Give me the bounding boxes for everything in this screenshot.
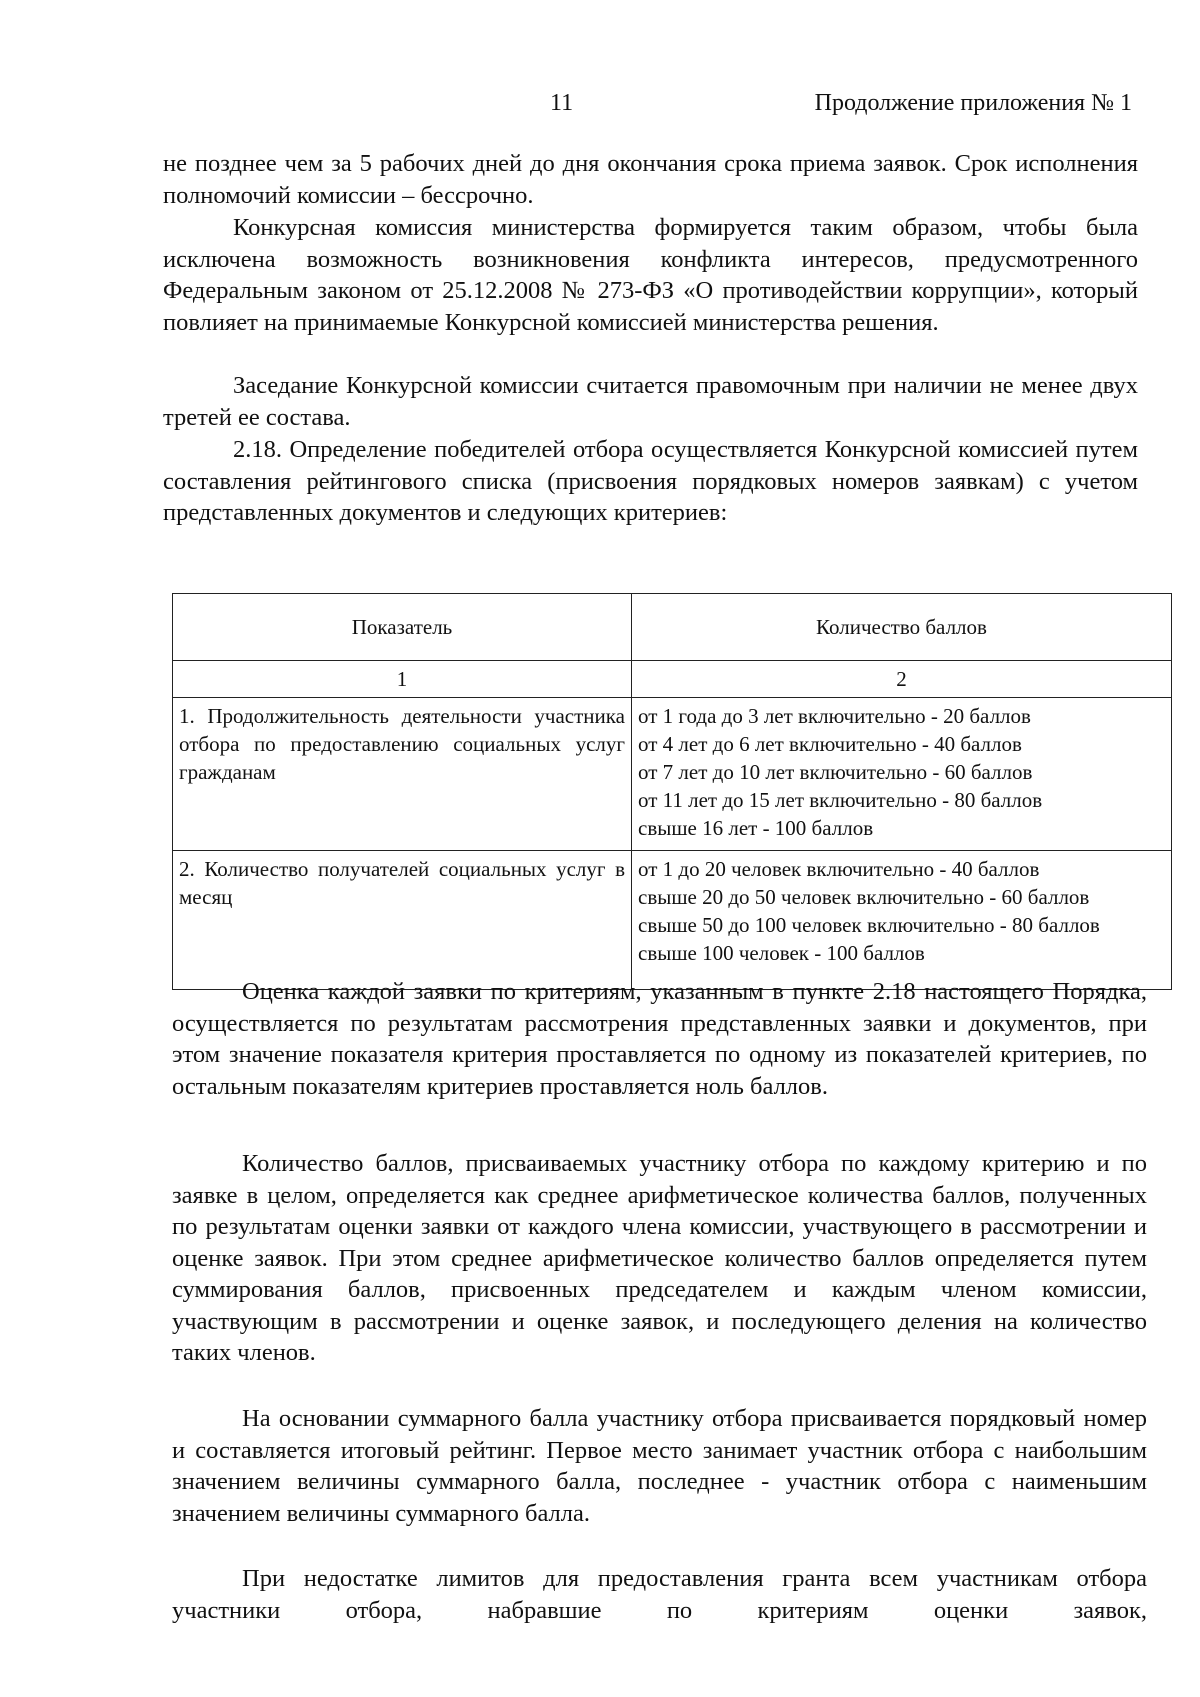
paragraph-2-18: 2.18. Определение победителей отбора осуществляется Конкурсной комиссией путем составления рейтингового списка (присвоения порядковых номеров заявкам) с учетом представленных документов и следующих критериев: — [163, 436, 1138, 526]
paragraph-average-score: Количество баллов, присваиваемых участнику отбора по каждому критерию и по заявке в целом, определяется как среднее арифметическое количества баллов, полученных по результатам оценки заявки от каждого члена комиссии, участвующего в рассмотрении и оценке заявок. При этом среднее арифметическое количество баллов определяется путем суммирования баллов, присвоенных председателем и каждым членом комиссии, участвующим в рассмотрении и оценке заявок, и последующего деления на количество таких членов. — [172, 1150, 1147, 1366]
paragraph-rating: На основании суммарного балла участнику отбора присваивается порядковый номер и составляется итоговый рейтинг. Первое место занимает участник отбора с наибольшим значением величины суммарного балла, последнее - участник отбора с наименьшим значением величины суммарного балла. — [172, 1405, 1147, 1527]
score-line: от 11 лет до 15 лет включительно - 80 баллов — [638, 788, 1043, 812]
header-indicator: Показатель — [173, 594, 632, 661]
score-line: свыше 100 человек - 100 баллов — [638, 941, 925, 965]
table-column-numbers-row — [173, 661, 1172, 698]
score-line: свыше 50 до 100 человек включительно - 80 баллов — [638, 913, 1100, 937]
scores-duration — [632, 698, 1172, 851]
page-number: 11 — [550, 90, 574, 116]
paragraph-commission-term: не позднее чем за 5 рабочих дней до дня окончания срока приема заявок. Срок исполнения полномочий комиссии – бессрочно. — [163, 150, 1138, 209]
scores-recipients — [632, 851, 1172, 990]
score-line: от 1 года до 3 лет включительно - 20 баллов — [638, 704, 1031, 728]
table-row — [173, 851, 1172, 990]
paragraph-quorum: Заседание Конкурсной комиссии считается правомочным при наличии не менее двух третей ее состава. — [163, 372, 1138, 431]
score-line: от 7 лет до 10 лет включительно - 60 баллов — [638, 760, 1033, 784]
page-header — [0, 90, 1200, 126]
score-line: от 1 до 20 человек включительно - 40 баллов — [638, 857, 1040, 881]
score-line: свыше 20 до 50 человек включительно - 60 баллов — [638, 885, 1090, 909]
column-number-1: 1 — [173, 661, 632, 698]
criterion-duration: 1. Продолжительность деятельности участника отбора по предоставлению социальных услуг гражданам — [179, 704, 625, 784]
paragraph-evaluation: Оценка каждой заявки по критериям, указанным в пункте 2.18 настоящего Порядка, осуществляется по результатам рассмотрения представленных заявки и документов, при этом значение показателя критерия проставляется по одному из показателей критериев, по остальным показателям критериев проставляется ноль баллов. — [172, 978, 1147, 1100]
score-line: свыше 16 лет - 100 баллов — [638, 816, 874, 840]
table-row — [173, 698, 1172, 851]
appendix-title: Продолжение приложения № 1 — [814, 90, 1132, 116]
column-number-2: 2 — [632, 661, 1172, 698]
header-score-count: Количество баллов — [632, 594, 1172, 661]
paragraph-commission-formation: Конкурсная комиссия министерства формируется таким образом, чтобы была исключена возможность возникновения конфликта интересов, предусмотренного Федеральным законом от 25.12.2008 № 273-ФЗ «О противодействии коррупции», который повлияет на принимаемые Конкурсной комиссией министерства решения. — [163, 214, 1138, 336]
criteria-table — [172, 593, 1172, 990]
paragraph-limits: При недостатке лимитов для предоставления гранта всем участникам отбора участники отбора, набравшие по критериям оценки заявок, — [172, 1565, 1147, 1624]
score-line: от 4 лет до 6 лет включительно - 40 баллов — [638, 732, 1022, 756]
table-header-row — [173, 594, 1172, 661]
criterion-recipients: 2. Количество получателей социальных услуг в месяц — [179, 857, 625, 909]
